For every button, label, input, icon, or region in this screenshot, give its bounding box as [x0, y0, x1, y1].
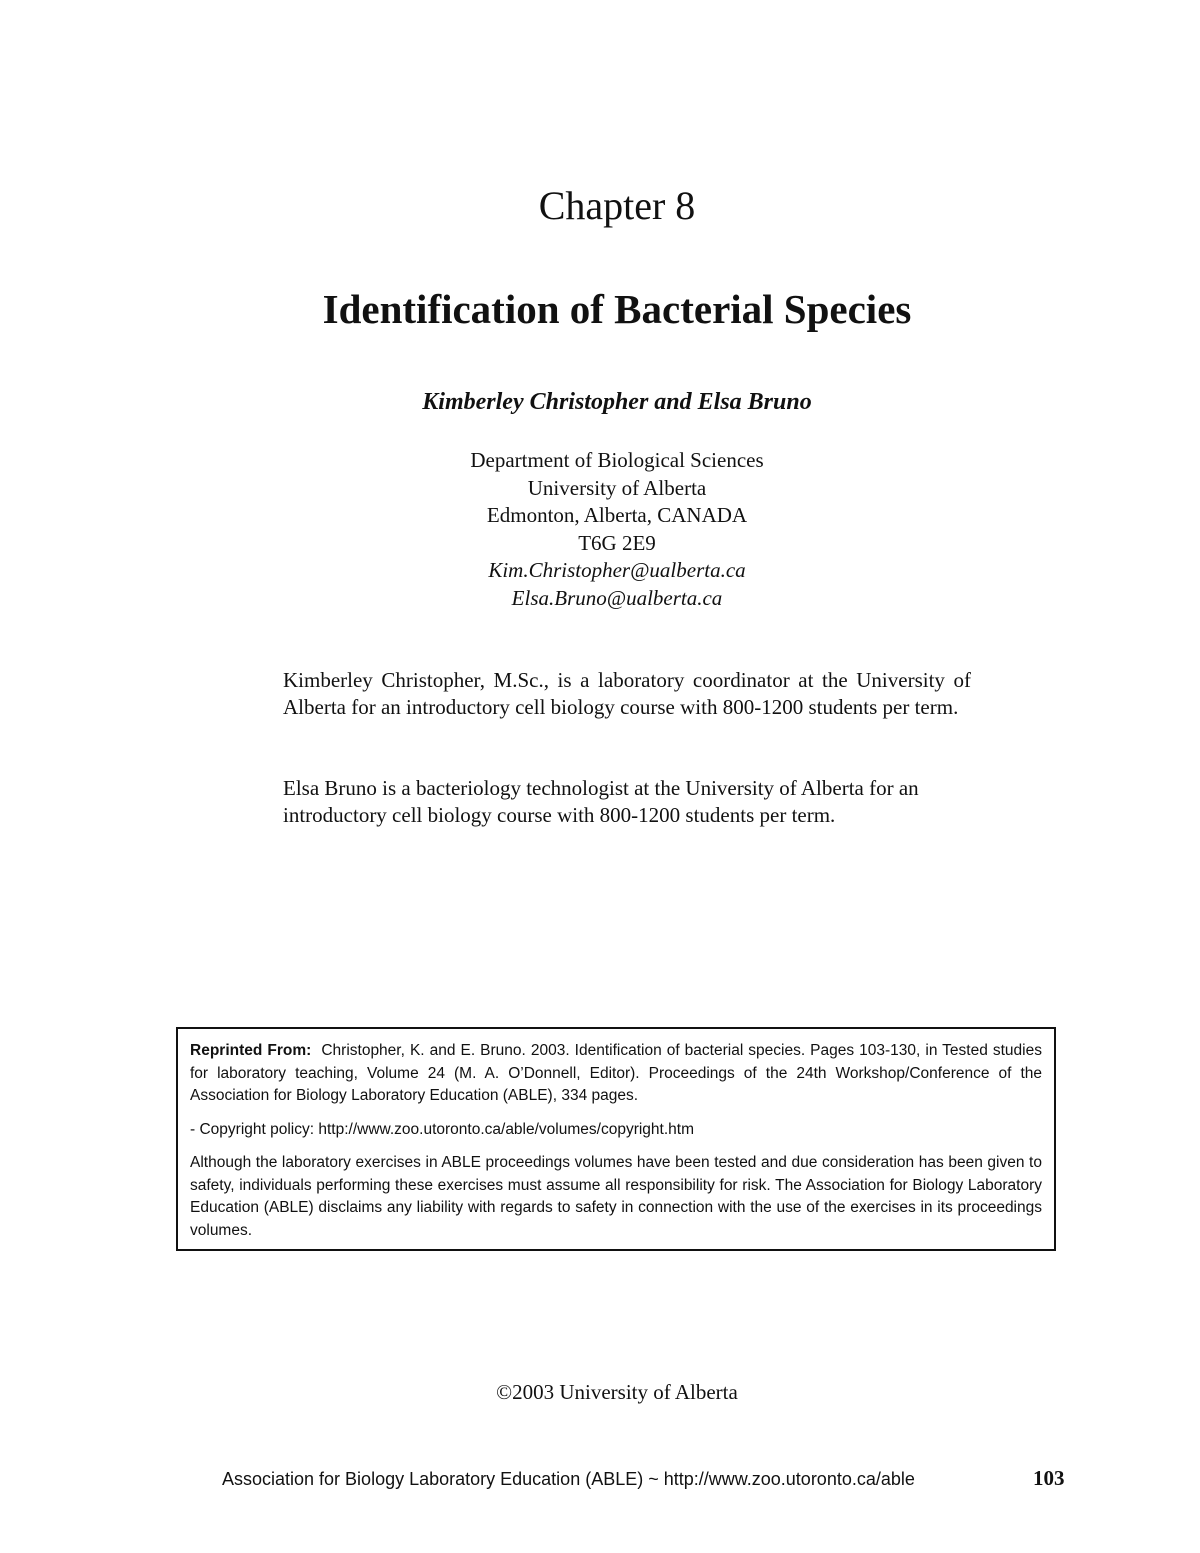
- copyright-policy[interactable]: - Copyright policy: http://www.zoo.utoronto.ca/able/volumes/copyright.htm: [190, 1120, 694, 1138]
- reprint-citation-paragraph: [190, 1040, 1042, 1108]
- bio-elsa: Elsa Bruno is a bacteriology technologist at the University of Alberta for an introductory cell biology course with 800-1200 students per term.: [283, 776, 919, 827]
- page-footer: Association for Biology Laboratory Education (ABLE) ~ http://www.zoo.utoronto.ca/able: [222, 1469, 915, 1489]
- author-line: Kimberley Christopher and Elsa Bruno: [422, 389, 812, 415]
- postal-code-line: T6G 2E9: [578, 530, 656, 555]
- email-kim[interactable]: Kim.Christopher@ualberta.ca: [488, 558, 746, 582]
- copyright-line: ©2003 University of Alberta: [496, 1380, 738, 1404]
- university-line: University of Alberta: [527, 475, 707, 500]
- bio-kimberley: Kimberley Christopher, M.Sc., is a laboratory coordinator at the University of Alberta for an introductory cell biology course with 800-1200 students per term.: [283, 668, 971, 719]
- email-elsa[interactable]: Elsa.Bruno@ualberta.ca: [511, 585, 723, 610]
- reprint-citation: Christopher, K. and E. Bruno. 2003. Identification of bacterial species. Pages 103-130, in Tested studies for laboratory teaching, Volume 24 (M. A. O’Donnell, Editor). Proceedings of the 24th Workshop/Conference of the Association for Biology Laboratory Education (ABLE), 334 pages.: [190, 1042, 1042, 1104]
- chapter-heading: Chapter 8: [538, 183, 696, 228]
- reprint-notice-box: [176, 1027, 1056, 1251]
- safety-disclaimer: Although the laboratory exercises in ABLE proceedings volumes have been tested and due consideration has been given to safety, individuals performing these exercises must assume all responsibility for risk. The Association for Biology Laboratory Education (ABLE) disclaims any liability with regards to safety in connection with the use of the exercises in its proceedings volumes.: [190, 1154, 1042, 1239]
- chapter-title: Identification of Bacterial Species: [322, 286, 912, 332]
- reprint-label: Reprinted From:: [190, 1042, 312, 1059]
- city-line: Edmonton, Alberta, CANADA: [486, 503, 748, 527]
- page-number: 103: [1033, 1466, 1065, 1490]
- affiliation-block: [0, 447, 1200, 612]
- department-line: Department of Biological Sciences: [470, 448, 764, 472]
